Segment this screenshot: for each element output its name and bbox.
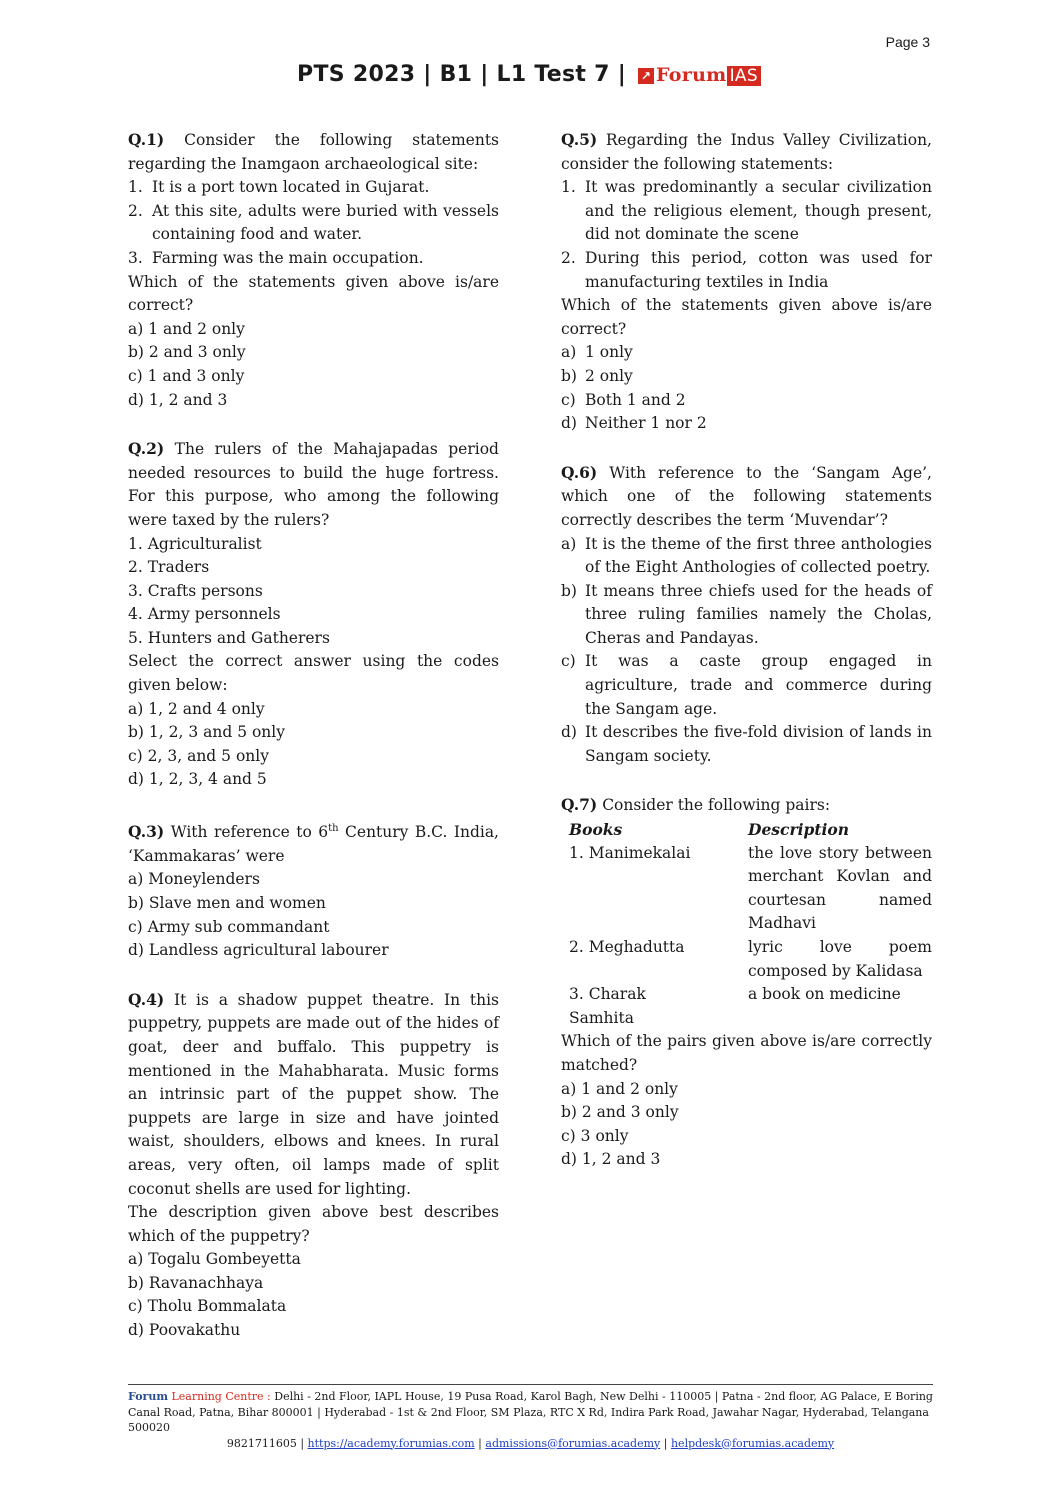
- option: d) Poovakathu: [128, 1321, 241, 1340]
- option: a) 1 and 2 only: [128, 319, 245, 338]
- question-ask: Select the correct answer using the codes given below:: [128, 652, 499, 695]
- option: d) Neither 1 nor 2: [561, 414, 707, 433]
- option: d) 1, 2 and 3: [128, 390, 228, 409]
- website-link[interactable]: https://academy.forumias.com: [307, 1436, 475, 1450]
- question-number: Q.1): [128, 130, 165, 149]
- description-cell: a book on medicine: [748, 985, 901, 1004]
- description-cell: the love story between merchant Kovlan and courtesan named Madhavi: [748, 843, 932, 933]
- statement: 2. During this period, cotton was used for manufacturing textiles in India: [561, 248, 932, 291]
- question-stem: It is a shadow puppet theatre. In this puppetry, puppets are made out of the hides of goat, deer and buffalo. This puppetry is mentioned in the Mahabharata. Music forms an intrinsic part of the puppet show. The puppets are large in size and have jointed waist, shoulders, elbows and knees. In rural areas, very often, oil lamps made of split coconut shells are used for lighting.: [128, 990, 499, 1198]
- column-header-description: Description: [748, 820, 850, 840]
- phone-number: 9821711605 |: [226, 1436, 305, 1450]
- book-cell: 2. Meghadutta: [569, 938, 685, 956]
- question-1: [128, 128, 499, 412]
- description-cell: lyric love poem composed by Kalidasa: [748, 938, 932, 980]
- question-number: Q.7): [561, 795, 598, 815]
- list-item: 1. Agriculturalist: [128, 534, 262, 553]
- question-3: [128, 817, 499, 963]
- option: c) Both 1 and 2: [561, 390, 686, 409]
- question-stem: With reference to the ‘Sangam Age’, which one of the following statements correctly describes the term ‘Muvendar’?: [561, 463, 932, 529]
- footer-address: Forum Learning Centre : Delhi - 2nd Floor, IAPL House, 19 Pusa Road, Karol Bagh, New Delhi - 110005 | Patna - 2nd floor, AG Palace, E Boring Canal Road, Patna, Bihar 800001 | Hyderabad - 1st & 2nd Floor, SM Plaza, RTC X Rd, Indira Park Road, Jawahar Nagar, Hyderabad, Telangana 500020: [128, 1390, 933, 1434]
- option: d) 1, 2 and 3: [561, 1150, 661, 1169]
- question-number: Q.2): [128, 439, 165, 459]
- option: a) Moneylenders: [128, 870, 260, 889]
- table-row: [561, 983, 932, 1030]
- question-stem: Consider the following statements regarding the Inamgaon archaeological site:: [128, 131, 499, 173]
- option: b) Ravanachhaya: [128, 1273, 264, 1292]
- list-item: 4. Army personnels: [128, 605, 281, 624]
- question-stem: The rulers of the Mahajapadas period needed resources to build the huge fortress. For this purpose, who among the following were taxed by the rulers?: [128, 440, 499, 529]
- forumias-logo: ↗ Forum IAS: [638, 64, 761, 86]
- list-item: 5. Hunters and Gatherers: [128, 628, 330, 647]
- table-row: [561, 842, 932, 936]
- question-4: [128, 988, 499, 1343]
- footer-contacts: 9821711605 | https://academy.forumias.com | admissions@forumias.academy | helpdesk@forumias.academy: [226, 1436, 835, 1450]
- test-title: PTS 2023 | B1 | L1 Test 7 |: [297, 62, 627, 87]
- question-7: [561, 793, 932, 1172]
- right-column: [561, 128, 932, 1197]
- option: a) 1 and 2 only: [561, 1079, 678, 1098]
- question-number: Q.5): [561, 130, 598, 149]
- option: b) 1, 2, 3 and 5 only: [128, 723, 286, 742]
- option: c) Army sub commandant: [128, 917, 330, 936]
- statement: 3. Farming was the main occupation.: [128, 248, 424, 267]
- option: d) Landless agricultural labourer: [128, 941, 389, 960]
- option: c) It was a caste group engaged in agriculture, trade and commerce during the Sangam age.: [561, 652, 932, 718]
- option: c) 2, 3, and 5 only: [128, 746, 269, 765]
- option: b) 2 and 3 only: [128, 343, 246, 362]
- admissions-email-link[interactable]: admissions@forumias.academy: [485, 1436, 661, 1450]
- option: a) It is the theme of the first three anthologies of the Eight Anthologies of collected poetry.: [561, 534, 932, 577]
- option: a) Togalu Gombeyetta: [128, 1250, 301, 1269]
- question-ask: The description given above best describes which of the puppetry?: [128, 1203, 499, 1245]
- table-row: [561, 936, 932, 983]
- option: b) Slave men and women: [128, 893, 326, 912]
- option: c) 1 and 3 only: [128, 366, 245, 385]
- list-item: 2. Traders: [128, 558, 210, 577]
- option: c) Tholu Bommalata: [128, 1297, 287, 1316]
- question-ask: Which of the pairs given above is/are correctly matched?: [561, 1032, 932, 1074]
- left-column: [128, 128, 499, 1368]
- question-ask: Which of the statements given above is/are correct?: [561, 296, 932, 338]
- question-ask: Which of the statements given above is/are correct?: [128, 272, 499, 315]
- question-2: [128, 437, 499, 792]
- list-item: 3. Crafts persons: [128, 581, 263, 600]
- option: c) 3 only: [561, 1126, 629, 1145]
- table-header-row: [561, 818, 932, 842]
- question-stem: Regarding the Indus Valley Civilization, consider the following statements:: [561, 131, 932, 173]
- statement: 1. It was predominantly a secular civilization and the religious element, though present, did not dominate the scene: [561, 178, 932, 244]
- question-stem: With reference to 6th Century B.C. India, ‘Kammakaras’ were: [128, 823, 499, 865]
- question-5: [561, 128, 932, 436]
- option: b) It means three chiefs used for the heads of three ruling families namely the Cholas, Cheras and Pandayas.: [561, 581, 932, 647]
- option: a) 1 only: [561, 343, 633, 362]
- option: d) 1, 2, 3, 4 and 5: [128, 770, 267, 789]
- option: d) It describes the five-fold division of lands in Sangam society.: [561, 723, 932, 765]
- question-number: Q.3): [128, 822, 165, 842]
- book-cell: 3. Charak Samhita: [569, 985, 646, 1027]
- page-header: [0, 62, 1058, 87]
- question-number: Q.4): [128, 989, 165, 1009]
- column-header-books: Books: [569, 820, 623, 840]
- arrow-logo-icon: ↗: [638, 68, 654, 84]
- page-footer: [128, 1384, 933, 1451]
- page-number: Page 3: [885, 34, 930, 50]
- question-number: Q.6): [561, 462, 598, 482]
- question-stem: Consider the following pairs:: [602, 796, 831, 815]
- option: b) 2 only: [561, 366, 633, 385]
- helpdesk-email-link[interactable]: helpdesk@forumias.academy: [670, 1436, 835, 1450]
- option: a) 1, 2 and 4 only: [128, 699, 265, 718]
- statement: 2. At this site, adults were buried with vessels containing food and water.: [128, 201, 499, 244]
- option: b) 2 and 3 only: [561, 1103, 679, 1122]
- statement: 1. It is a port town located in Gujarat.: [128, 178, 430, 197]
- question-6: [561, 461, 932, 769]
- book-cell: 1. Manimekalai: [569, 843, 691, 862]
- pairs-table: [561, 818, 932, 1030]
